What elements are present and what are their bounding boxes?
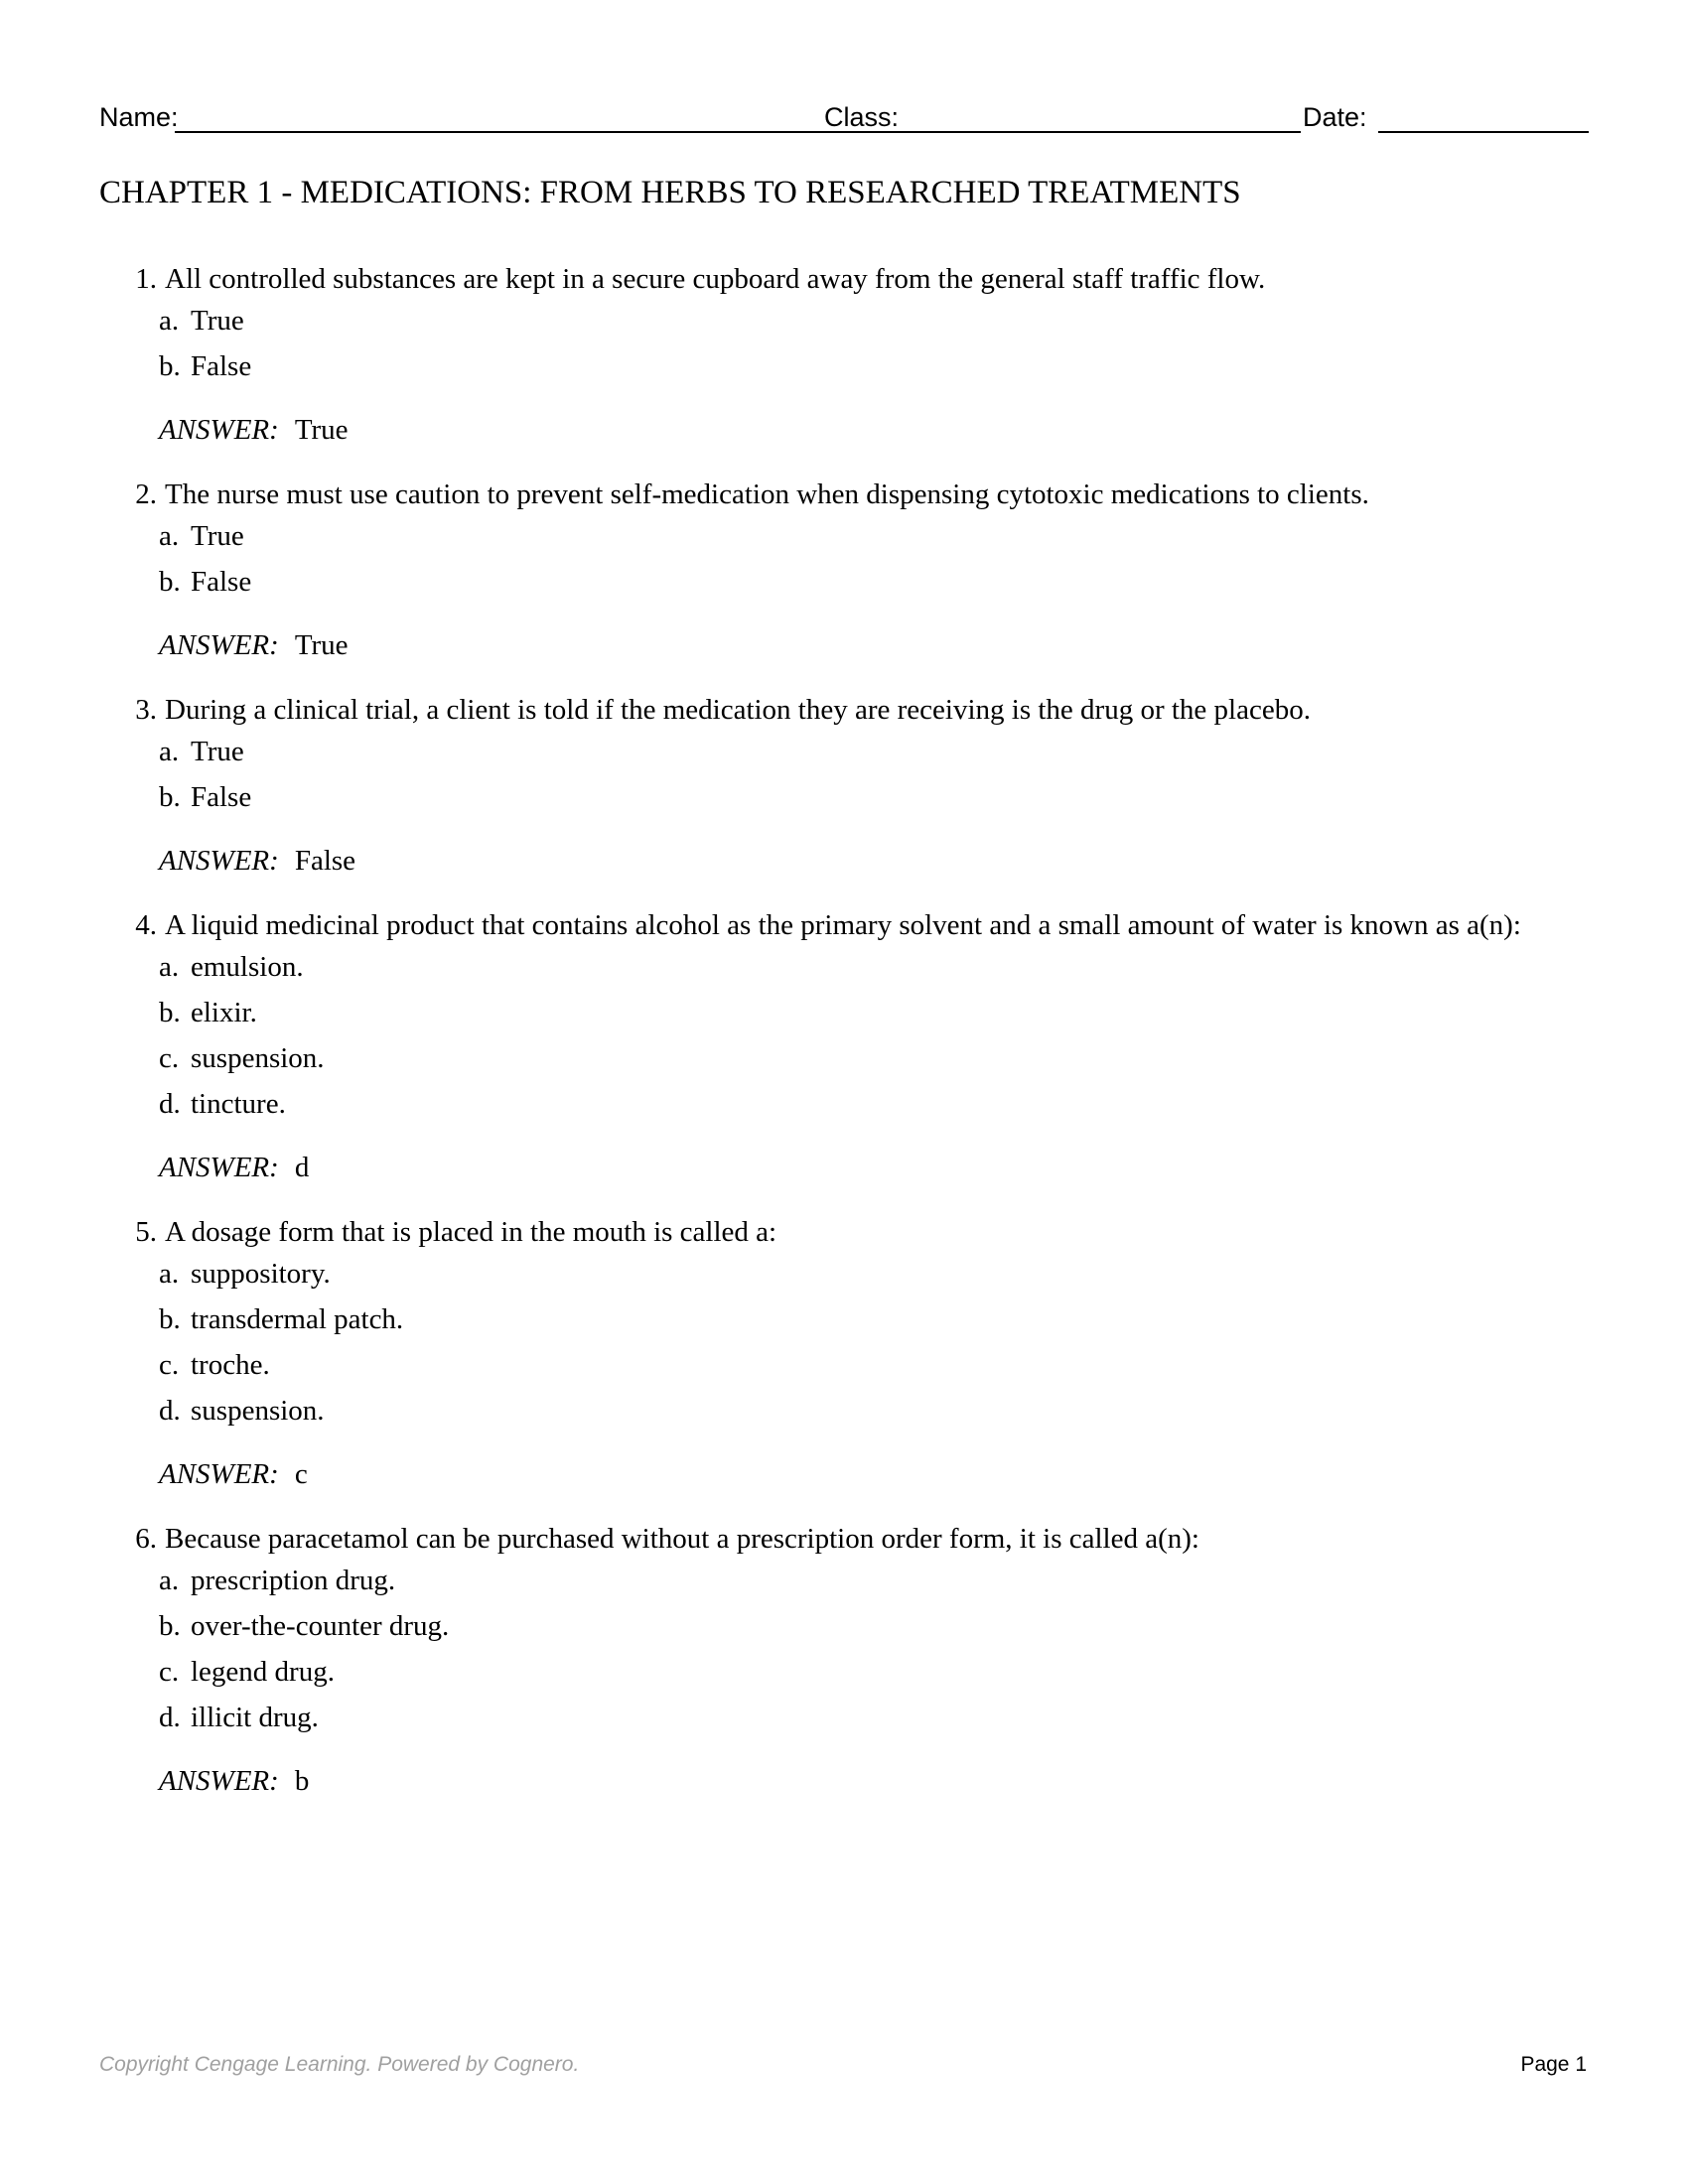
option-text: False xyxy=(191,350,252,382)
question-stem: The nurse must use caution to prevent self-medication when dispensing cytotoxic medications to clients. xyxy=(165,478,1369,510)
option-letter: d. xyxy=(159,1088,181,1120)
answer-line xyxy=(159,1764,309,1798)
option-b xyxy=(159,565,251,611)
chapter-title: CHAPTER 1 - MEDICATIONS: FROM HERBS TO RESEARCHED TREATMENTS xyxy=(99,175,1241,210)
option-letter: b. xyxy=(159,1303,181,1335)
option-letter: a. xyxy=(159,736,180,767)
page-number: Page 1 xyxy=(1520,2053,1587,2076)
option-a xyxy=(159,1257,403,1302)
option-b xyxy=(159,780,251,826)
option-letter: b. xyxy=(159,566,181,598)
option-text: True xyxy=(191,736,244,767)
question-text xyxy=(119,1522,1199,1556)
question-text xyxy=(119,262,1265,296)
option-text: False xyxy=(191,566,252,598)
question-number: 4. xyxy=(135,909,157,941)
date-field[interactable] xyxy=(1378,131,1589,133)
question-stem: A dosage form that is placed in the mouth is called a: xyxy=(165,1216,777,1248)
name-label: Name: xyxy=(99,102,179,132)
option-text: tincture. xyxy=(191,1088,286,1120)
answer-label: ANSWER: xyxy=(159,1152,279,1183)
answer-line xyxy=(159,413,349,447)
option-text: over-the-counter drug. xyxy=(191,1610,450,1642)
question-number: 6. xyxy=(135,1523,157,1555)
question-number: 1. xyxy=(135,263,157,295)
option-b xyxy=(159,1302,403,1348)
option-c xyxy=(159,1041,325,1087)
option-d xyxy=(159,1394,403,1439)
option-letter: a. xyxy=(159,520,180,552)
option-list xyxy=(159,950,325,1133)
option-text: legend drug. xyxy=(191,1656,335,1688)
option-text: transdermal patch. xyxy=(191,1303,404,1335)
option-text: suppository. xyxy=(191,1258,331,1290)
answer-label: ANSWER: xyxy=(159,1458,279,1490)
option-text: suspension. xyxy=(191,1042,325,1074)
question-stem: Because paracetamol can be purchased without a prescription order form, it is called a(n): xyxy=(165,1523,1199,1555)
answer-label: ANSWER: xyxy=(159,414,279,446)
option-letter: b. xyxy=(159,1610,181,1642)
date-label: Date: xyxy=(1303,102,1367,132)
option-text: elixir. xyxy=(191,997,257,1028)
option-letter: a. xyxy=(159,1258,180,1290)
answer-label: ANSWER: xyxy=(159,845,279,877)
option-d xyxy=(159,1701,449,1746)
question-stem: A liquid medicinal product that contains alcohol as the primary solvent and a small amount of water is known as a(n): xyxy=(165,909,1521,941)
option-text: prescription drug. xyxy=(191,1565,396,1596)
option-text: True xyxy=(191,305,244,337)
option-c xyxy=(159,1348,403,1394)
question-stem: All controlled substances are kept in a secure cupboard away from the general staff traffic flow. xyxy=(165,263,1266,295)
answer-value: True xyxy=(294,414,349,446)
option-letter: c. xyxy=(159,1656,180,1688)
answer-value: b xyxy=(294,1765,310,1797)
answer-label: ANSWER: xyxy=(159,629,279,661)
option-c xyxy=(159,1655,449,1701)
option-letter: a. xyxy=(159,305,180,337)
option-letter: a. xyxy=(159,951,180,983)
option-text: troche. xyxy=(191,1349,270,1381)
question-text xyxy=(119,478,1369,511)
option-text: True xyxy=(191,520,244,552)
option-a xyxy=(159,1564,449,1609)
option-letter: d. xyxy=(159,1702,181,1733)
question-number: 3. xyxy=(135,694,157,726)
answer-line xyxy=(159,1151,309,1184)
question-text xyxy=(119,908,1521,942)
option-a xyxy=(159,735,251,780)
question-text xyxy=(119,1215,776,1249)
option-b xyxy=(159,996,325,1041)
option-letter: d. xyxy=(159,1395,181,1427)
option-b xyxy=(159,349,251,395)
option-list xyxy=(159,1564,449,1746)
option-list xyxy=(159,1257,403,1439)
option-a xyxy=(159,519,251,565)
option-b xyxy=(159,1609,449,1655)
answer-value: d xyxy=(294,1152,310,1183)
answer-value: c xyxy=(294,1458,308,1490)
option-text: False xyxy=(191,781,252,813)
question-number: 5. xyxy=(135,1216,157,1248)
name-field[interactable] xyxy=(175,131,915,133)
answer-label: ANSWER: xyxy=(159,1765,279,1797)
option-letter: c. xyxy=(159,1349,180,1381)
option-letter: a. xyxy=(159,1565,180,1596)
option-text: illicit drug. xyxy=(191,1702,319,1733)
student-info-header xyxy=(99,99,1589,139)
option-text: emulsion. xyxy=(191,951,304,983)
option-letter: b. xyxy=(159,350,181,382)
answer-line xyxy=(159,844,355,878)
question-number: 2. xyxy=(135,478,157,510)
question-stem: During a clinical trial, a client is told if the medication they are receiving is the drug or the placebo. xyxy=(165,694,1311,726)
copyright-notice: Copyright Cengage Learning. Powered by Cognero. xyxy=(99,2053,580,2076)
option-list xyxy=(159,519,251,611)
option-a xyxy=(159,304,251,349)
answer-value: True xyxy=(294,629,349,661)
answer-line xyxy=(159,628,349,662)
option-list xyxy=(159,304,251,395)
option-letter: c. xyxy=(159,1042,180,1074)
option-letter: b. xyxy=(159,997,181,1028)
class-label: Class: xyxy=(824,102,900,132)
answer-value: False xyxy=(294,845,356,877)
answer-line xyxy=(159,1457,308,1491)
option-list xyxy=(159,735,251,826)
option-text: suspension. xyxy=(191,1395,325,1427)
class-field[interactable] xyxy=(906,131,1301,133)
option-a xyxy=(159,950,325,996)
option-letter: b. xyxy=(159,781,181,813)
option-d xyxy=(159,1087,325,1133)
question-text xyxy=(119,693,1311,727)
